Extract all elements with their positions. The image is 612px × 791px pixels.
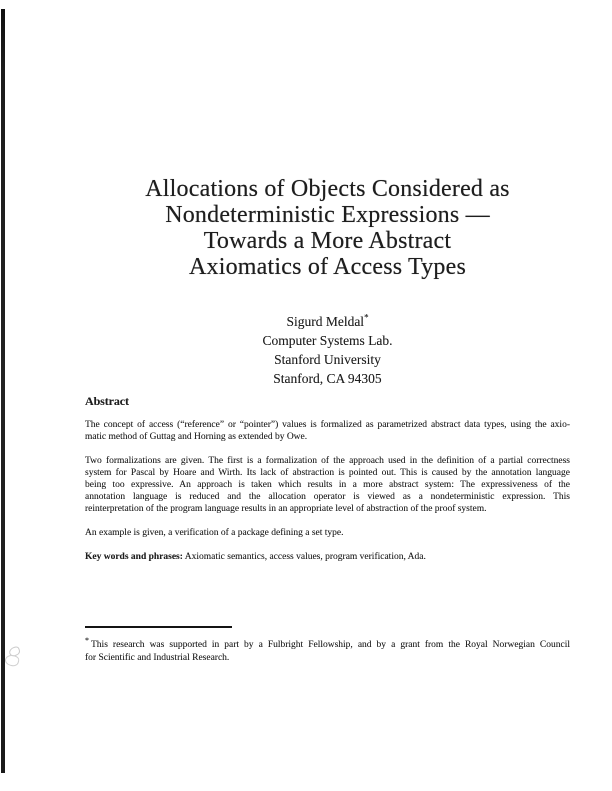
abstract-p2-line-1: Two formalizations are given. The first is a formalization of the approach used in the definition of a partial correctness [85,456,570,466]
footnote-marker: * [85,635,89,645]
paper-title-line-1: Allocations of Objects Considered as [145,176,510,202]
abstract-paragraph-1 [85,419,570,443]
author-affiliation: Computer Systems Lab. [262,333,393,348]
abstract-p2-line-2: system for Pascal by Hoare and Wirth. Its lack of abstraction is pointed out. This is caused by the annotation language [85,468,570,478]
paper-title [85,176,570,280]
scan-smudge-artifact [5,646,21,670]
abstract-paragraph-3 [85,527,570,539]
paper-title-line-2: Nondeterministic Expressions — [165,202,490,228]
paper-title-line-4: Axiomatics of Access Types [188,254,467,280]
author-footnote-marker: * [364,312,369,323]
abstract-p2-line-3: being too expressive. An approach is taken which results in a more abstract system: The expressiveness of the [85,480,570,490]
footnote-line-2: for Scientific and Industrial Research. [85,652,230,663]
abstract-p1-line-2: matic method of Guttag and Horning as extended by Owe. [85,432,308,442]
paper-title-line-3: Towards a More Abstract [203,228,452,254]
keywords-label: Key words and phrases: [85,552,183,562]
author-university: Stanford University [274,352,381,367]
abstract-p1-line-1: The concept of access (“reference” or “pointer”) values is formalized as parametrized abstract data types, using the axio- [85,420,570,430]
abstract-heading: Abstract [85,394,129,408]
footnote-line-1 [85,635,570,652]
author-address: Stanford, CA 94305 [273,371,382,386]
footnote-separator-rule [85,626,232,628]
abstract-body [85,419,570,563]
keywords-line [85,551,570,563]
keywords-text: Axiomatic semantics, access values, program verification, Ada. [182,552,426,562]
abstract-p2-line-5: reinterpretation of the program language results in an appropriate level of abstraction of the proof system. [85,504,487,514]
abstract-paragraph-2 [85,455,570,515]
abstract-p3-line-1: An example is given, a verification of a package defining a set type. [85,528,344,538]
footnote-text-line-1: This research was supported in part by a Fulbright Fellowship, and by a grant from the Royal Norwegian Council [91,640,570,650]
author-name: Sigurd Meldal [286,314,365,329]
author-name-line [85,312,570,331]
footnote [85,635,570,664]
author-block [85,312,570,388]
abstract-p2-line-4: annotation language is reduced and the allocation operator is viewed as a nondeterministic expression. This [85,492,570,502]
